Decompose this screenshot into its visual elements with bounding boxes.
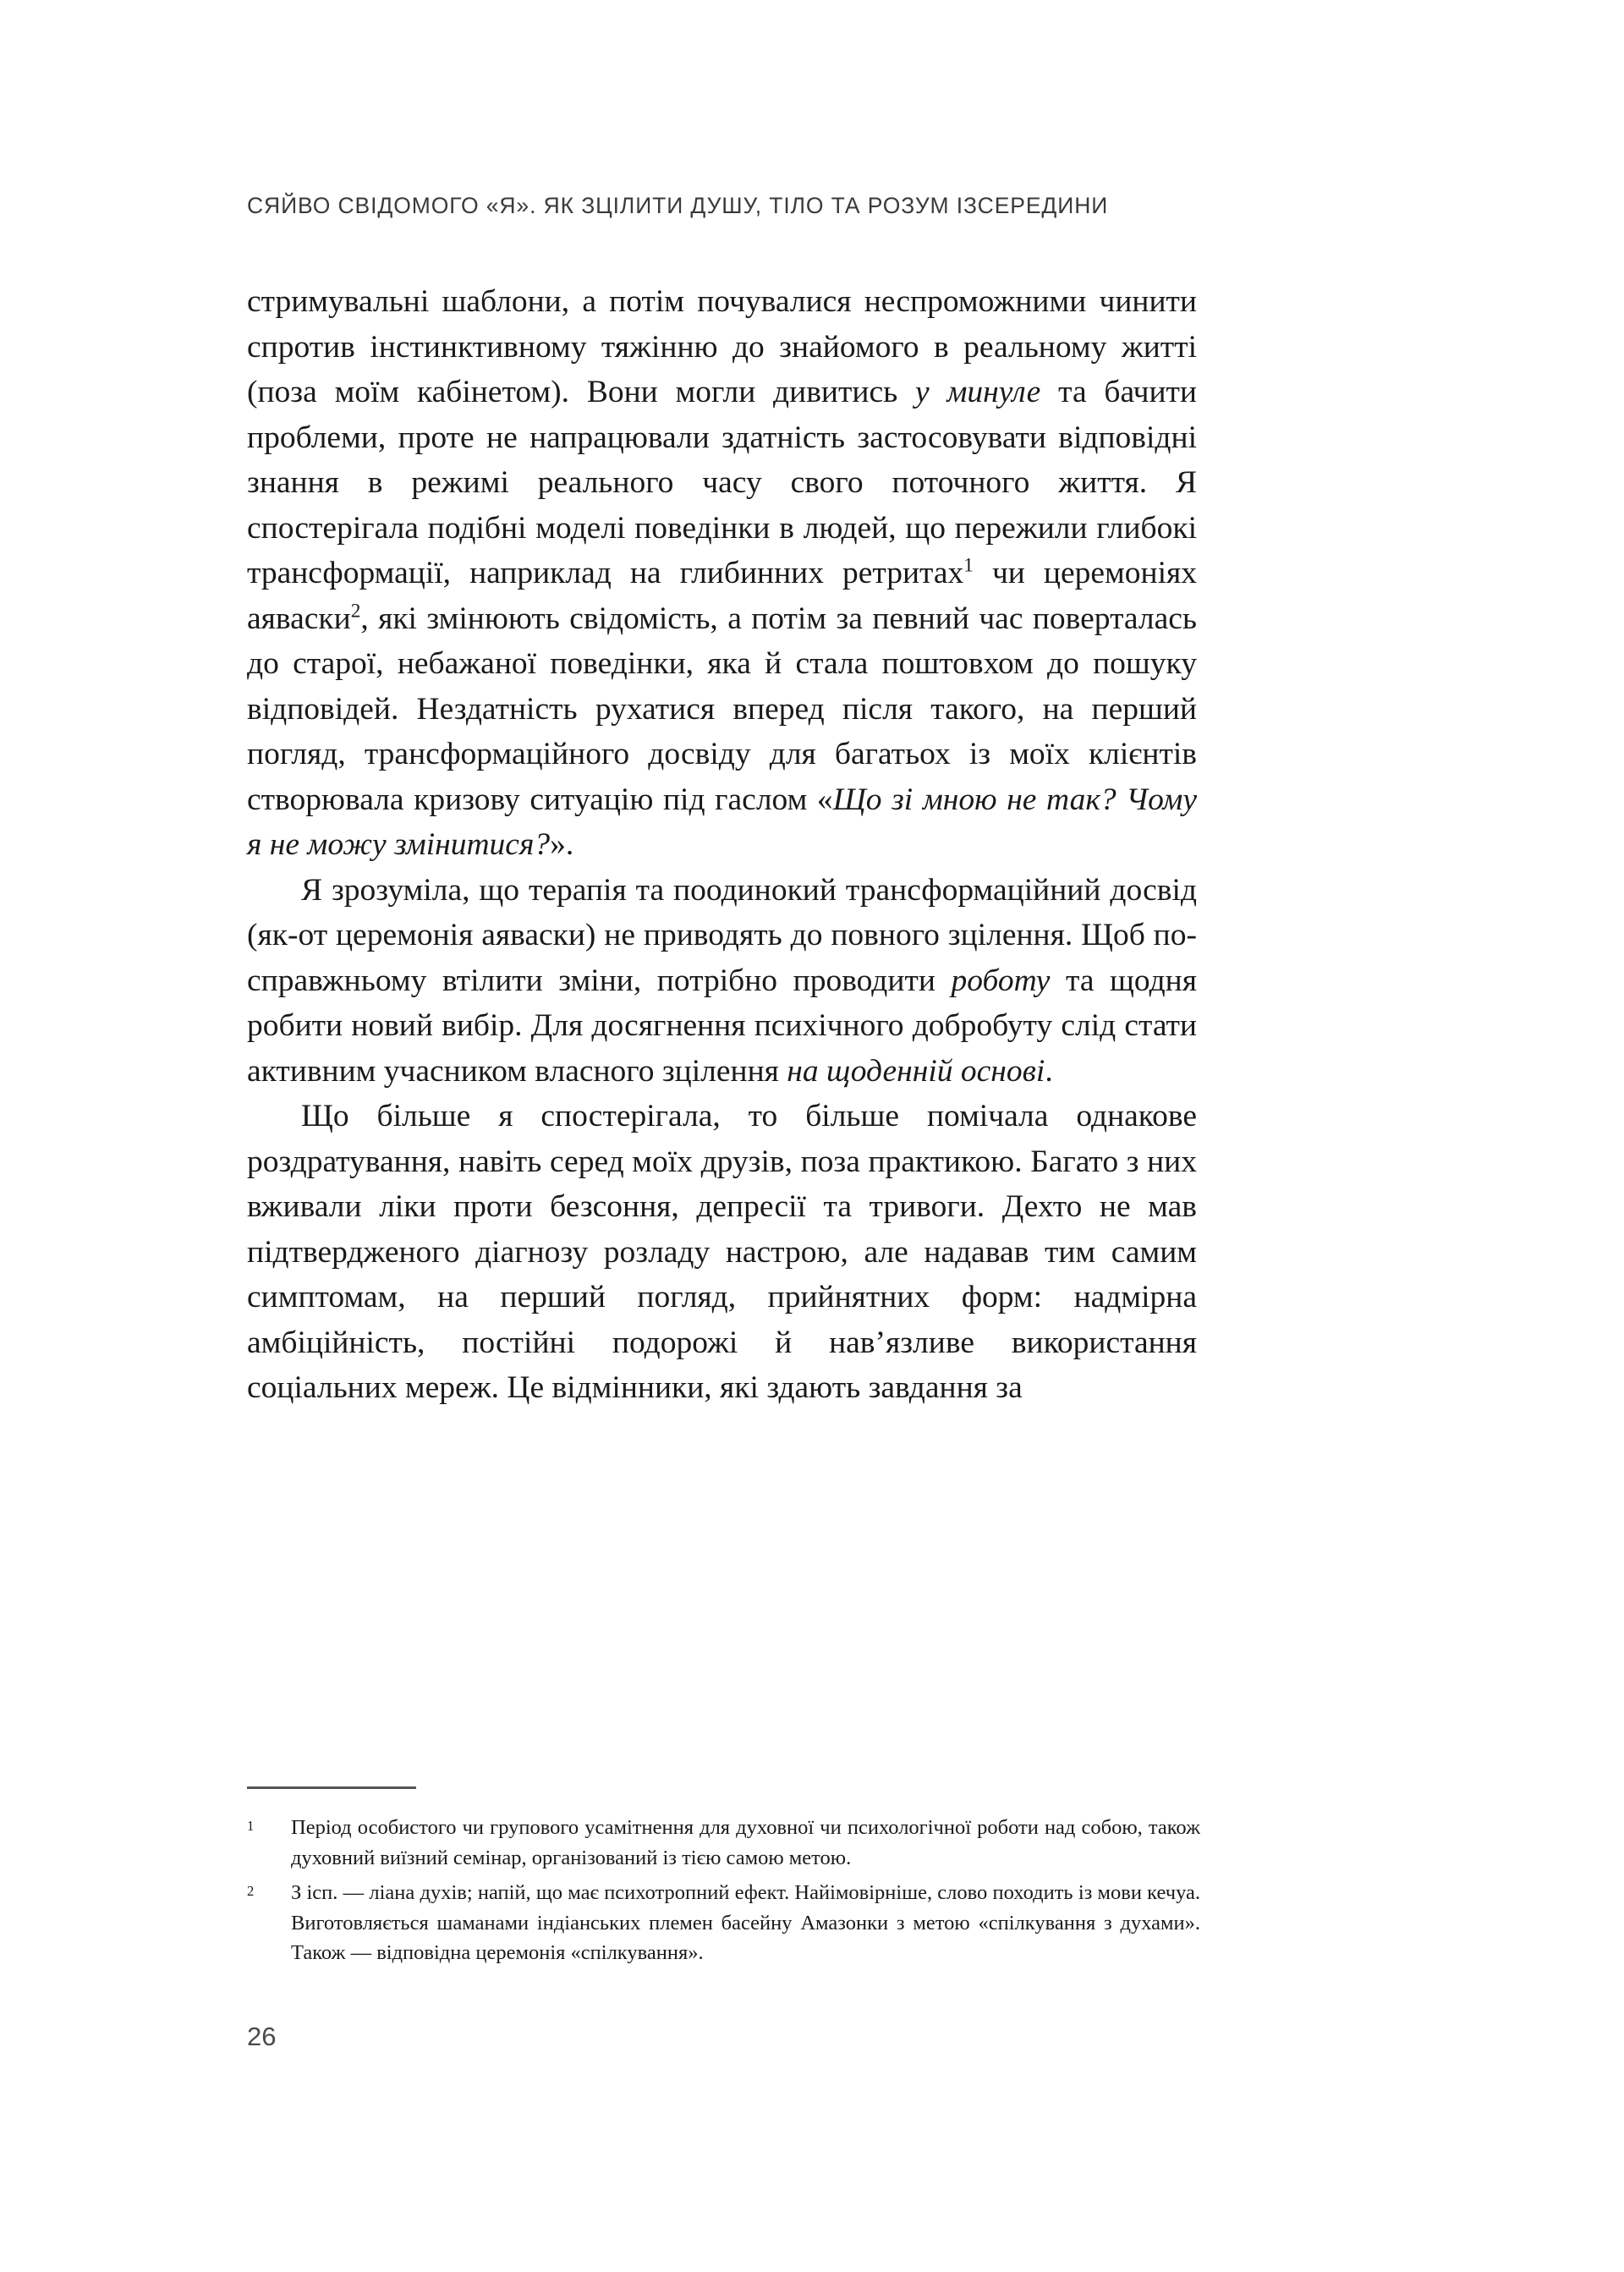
footnote-separator-rule — [247, 1786, 416, 1789]
footnote-number: 2 — [247, 1883, 255, 1899]
emphasis-text: Що зі мною не так? Чому я не можу змінитися? — [247, 782, 1197, 862]
footnote-item — [247, 1813, 1200, 1873]
paragraph: Я зрозуміла, що терапія та поодинокий трансформаційний досвід (як-от церемонія аяваски) не приводять до повного зцілення. Щоб по-справжньому втілити зміни, потрібно проводити роботу та щодня робити новий вибір. Для досягнення психічного добробуту слід стати активним учасником власного зцілення на щоденній основі. — [247, 872, 1198, 1089]
emphasis-text: у минуле — [915, 375, 1041, 409]
emphasis-text: на щоденній основі — [787, 1053, 1045, 1089]
footnote-text: З ісп. — ліана духів; напій, що має психотропний ефект. Найімовірніше, слово походить із мови кечуа. Виготовляється шаманами індіанських племен басейну Амазонки з метою «спілкування з духами». Також — відповідна церемонія «спілкування». — [291, 1881, 1200, 1964]
footnote-marker[interactable]: 2 — [350, 600, 361, 622]
page-number: 26 — [247, 2022, 277, 2051]
footnote-list — [247, 1813, 1200, 1968]
running-header: СЯЙВО СВІДОМОГО «Я». ЯК ЗЦІЛИТИ ДУШУ, ТІЛО ТА РОЗУМ ІЗСЕРЕДИНИ — [247, 193, 1109, 218]
paragraph: стримувальні шаблони, а потім почувалися неспроможними чинити спротив інстинктивному тяжінню до знайомого в реальному житті (поза моїм кабінетом). Вони могли дивитись у минуле та бачити проблеми, проте не напрацювали здатність застосовувати відповідні знання в режимі реального часу свого поточного життя. Я спостерігала подібні моделі поведінки в людей, що пережили глибокі трансформації, наприклад на глибинних ретритах$^1$ чи церемоніях аяваски$^2$, які змінюють свідомість, а потім за певний час поверталась до старої, небажаної поведінки, яка й стала поштовхом до пошуку відповідей. Нездатність рухатися вперед після такого, на перший погляд, трансформаційного досвіду для багатьох із моїх клієнтів створювала кризову ситуацію під гаслом «Що зі мною не так? Чому я не можу змінитися?». — [247, 284, 1197, 862]
footnote-item — [247, 1878, 1200, 1968]
footnote-block — [247, 1786, 1200, 1973]
paragraph: Що більше я спостерігала, то більше помічала однакове роздратування, навіть серед моїх друзів, поза практикою. Багато з них вживали ліки проти безсоння, депресії та тривоги. Дехто не мав підтвердженого діагнозу розладу настрою, але надавав тим самим симптомам, на перший погляд, прийнятних форм: надмірна амбіційність, постійні подорожі й нав’язливе використання соціальних мереж. Це відмінники, які здають завдання за — [247, 1099, 1197, 1405]
footnote-number: 1 — [247, 1818, 255, 1834]
footnote-text: Період особистого чи групового усамітнення для духовної чи психологічної роботи над собою, також духовний виїзний семінар, організований із тією самою метою. — [291, 1816, 1200, 1869]
footnote-marker[interactable]: 1 — [963, 554, 974, 577]
emphasis-text: роботу — [951, 963, 1051, 998]
body-text — [247, 279, 1197, 1411]
